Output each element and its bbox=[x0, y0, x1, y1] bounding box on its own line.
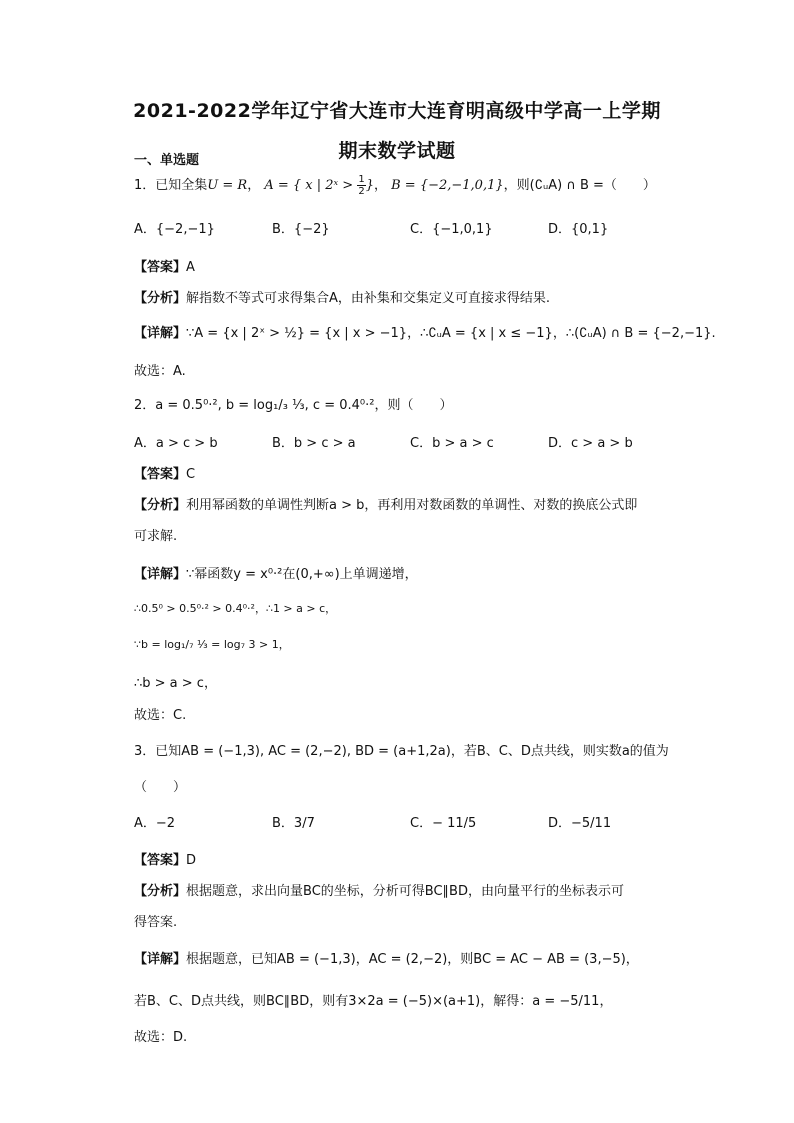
q2-detail-3: ∵b = log₁/₇ ⅓ = log₇ 3 > 1， bbox=[134, 638, 290, 651]
q1-analysis-text: 解指数不等式可求得集合A，由补集和交集定义可直接求得结果. bbox=[186, 291, 551, 306]
q2-analysis-1 bbox=[134, 494, 637, 513]
q1-stem: 1．已知全集U = R， A = { x | 2ˣ > $\frac{1}{2}$ }， B = {−2,−1,0,1}，则(∁ᵤA) ∩ B =（ ） bbox=[134, 174, 656, 197]
q2-analysis-text-1: 利用幂函数的单调性判断a > b，再利用对数函数的单调性、对数的换底公式即 bbox=[186, 498, 638, 513]
q1-fraction-num: 1 bbox=[358, 174, 365, 185]
q1-conclusion: 故选：A. bbox=[134, 364, 186, 379]
q1-answer-tag: 【答案】 bbox=[134, 260, 187, 275]
q3-answer bbox=[134, 849, 196, 868]
q3-detail-tag: 【详解】 bbox=[134, 952, 187, 967]
q1-fraction bbox=[357, 174, 365, 197]
q1-ask: ，则(∁ᵤA) ∩ B =（ ） bbox=[503, 178, 656, 193]
q1-analysis bbox=[134, 287, 550, 306]
q3-option-c: C．− 11/5 bbox=[410, 816, 477, 831]
q3-stem-2: （ ） bbox=[134, 780, 187, 795]
document-title-line-1: 2021-2022学年辽宁省大连市大连育明高级中学高一上学期 bbox=[133, 100, 661, 122]
q2-option-c: C．b > a > c bbox=[410, 436, 494, 451]
q1-analysis-tag: 【分析】 bbox=[134, 291, 187, 306]
q2-conclusion: 故选：C. bbox=[134, 708, 187, 723]
q3-detail-2: 若B、C、D点共线，则BC∥BD，则有3×2a = (−5)×(a+1)，解得：a = −5/11， bbox=[134, 994, 613, 1009]
q1-detail-text: ∵A = {x | 2ˣ > ½} = {x | x > −1}，∴∁ᵤA = {x | x ≤ −1}，∴(∁ᵤA) ∩ B = {−2,−1}. bbox=[186, 326, 716, 341]
q2-option-d: D．c > a > b bbox=[548, 436, 633, 451]
q2-detail-tag: 【详解】 bbox=[134, 567, 187, 582]
q3-detail-text-1: 根据题意，已知AB = (−1,3)，AC = (2,−2)，则BC = AC − AB = (3,−5)， bbox=[186, 952, 639, 967]
q1-detail-tag: 【详解】 bbox=[134, 326, 187, 341]
q2-stem: 2．a = 0.5⁰·², b = log₁/₃ ⅓, c = 0.4⁰·²，则（ ） bbox=[134, 398, 453, 413]
q3-analysis-1 bbox=[134, 880, 624, 899]
q2-detail-4: ∴b > a > c， bbox=[134, 676, 217, 691]
q1-option-d: D．{0,1} bbox=[548, 222, 609, 237]
q1-stem-prefix: 1．已知全集 bbox=[134, 178, 208, 193]
q2-detail-1 bbox=[134, 563, 418, 582]
q2-answer-tag: 【答案】 bbox=[134, 467, 187, 482]
q2-option-b: B．b > c > a bbox=[272, 436, 356, 451]
q3-analysis-text-1: 根据题意，求出向量BC的坐标，分析可得BC∥BD，由向量平行的坐标表示可 bbox=[186, 884, 624, 899]
q3-option-b: B．3/7 bbox=[272, 816, 315, 831]
q2-answer-value: C bbox=[186, 467, 196, 482]
q1-detail bbox=[134, 322, 716, 341]
q2-detail-2: ∴0.5⁰ > 0.5⁰·² > 0.4⁰·²，∴1 > a > c， bbox=[134, 602, 337, 615]
q1-option-c: C．{−1,0,1} bbox=[410, 222, 493, 237]
q1-set-b: B = {−2,−1,0,1} bbox=[391, 178, 504, 193]
q3-option-d: D．−5/11 bbox=[548, 816, 612, 831]
document-title-line-2: 期末数学试题 bbox=[338, 140, 456, 162]
q1-universal-set: U = R bbox=[207, 178, 248, 193]
q2-answer bbox=[134, 463, 195, 482]
q1-set-a-close: } bbox=[365, 178, 374, 193]
q3-option-a: A．−2 bbox=[134, 816, 176, 831]
q3-analysis-2: 得答案. bbox=[134, 915, 178, 930]
q1-answer-value: A bbox=[186, 260, 195, 275]
q1-option-a: A．{−2,−1} bbox=[134, 222, 215, 237]
q1-answer bbox=[134, 256, 195, 275]
q1-set-a: A = { x | 2ˣ > bbox=[264, 178, 354, 193]
q1-option-b: B．{−2} bbox=[272, 222, 330, 237]
q1-fraction-den: 2 bbox=[358, 186, 365, 197]
section-heading: 一、单选题 bbox=[134, 153, 200, 168]
q3-answer-value: D bbox=[186, 853, 197, 868]
q2-analysis-tag: 【分析】 bbox=[134, 498, 187, 513]
q2-analysis-2: 可求解. bbox=[134, 529, 178, 544]
q2-detail-text-1: ∵幂函数y = x⁰·²在(0,+∞)上单调递增， bbox=[186, 567, 418, 582]
q3-stem-1: 3．已知AB = (−1,3), AC = (2,−2), BD = (a+1,2a)，若B、C、D点共线，则实数a的值为 bbox=[134, 744, 669, 759]
q2-option-a: A．a > c > b bbox=[134, 436, 218, 451]
q3-analysis-tag: 【分析】 bbox=[134, 884, 187, 899]
q3-answer-tag: 【答案】 bbox=[134, 853, 187, 868]
q3-detail-1 bbox=[134, 948, 639, 967]
q3-conclusion: 故选：D. bbox=[134, 1030, 188, 1045]
